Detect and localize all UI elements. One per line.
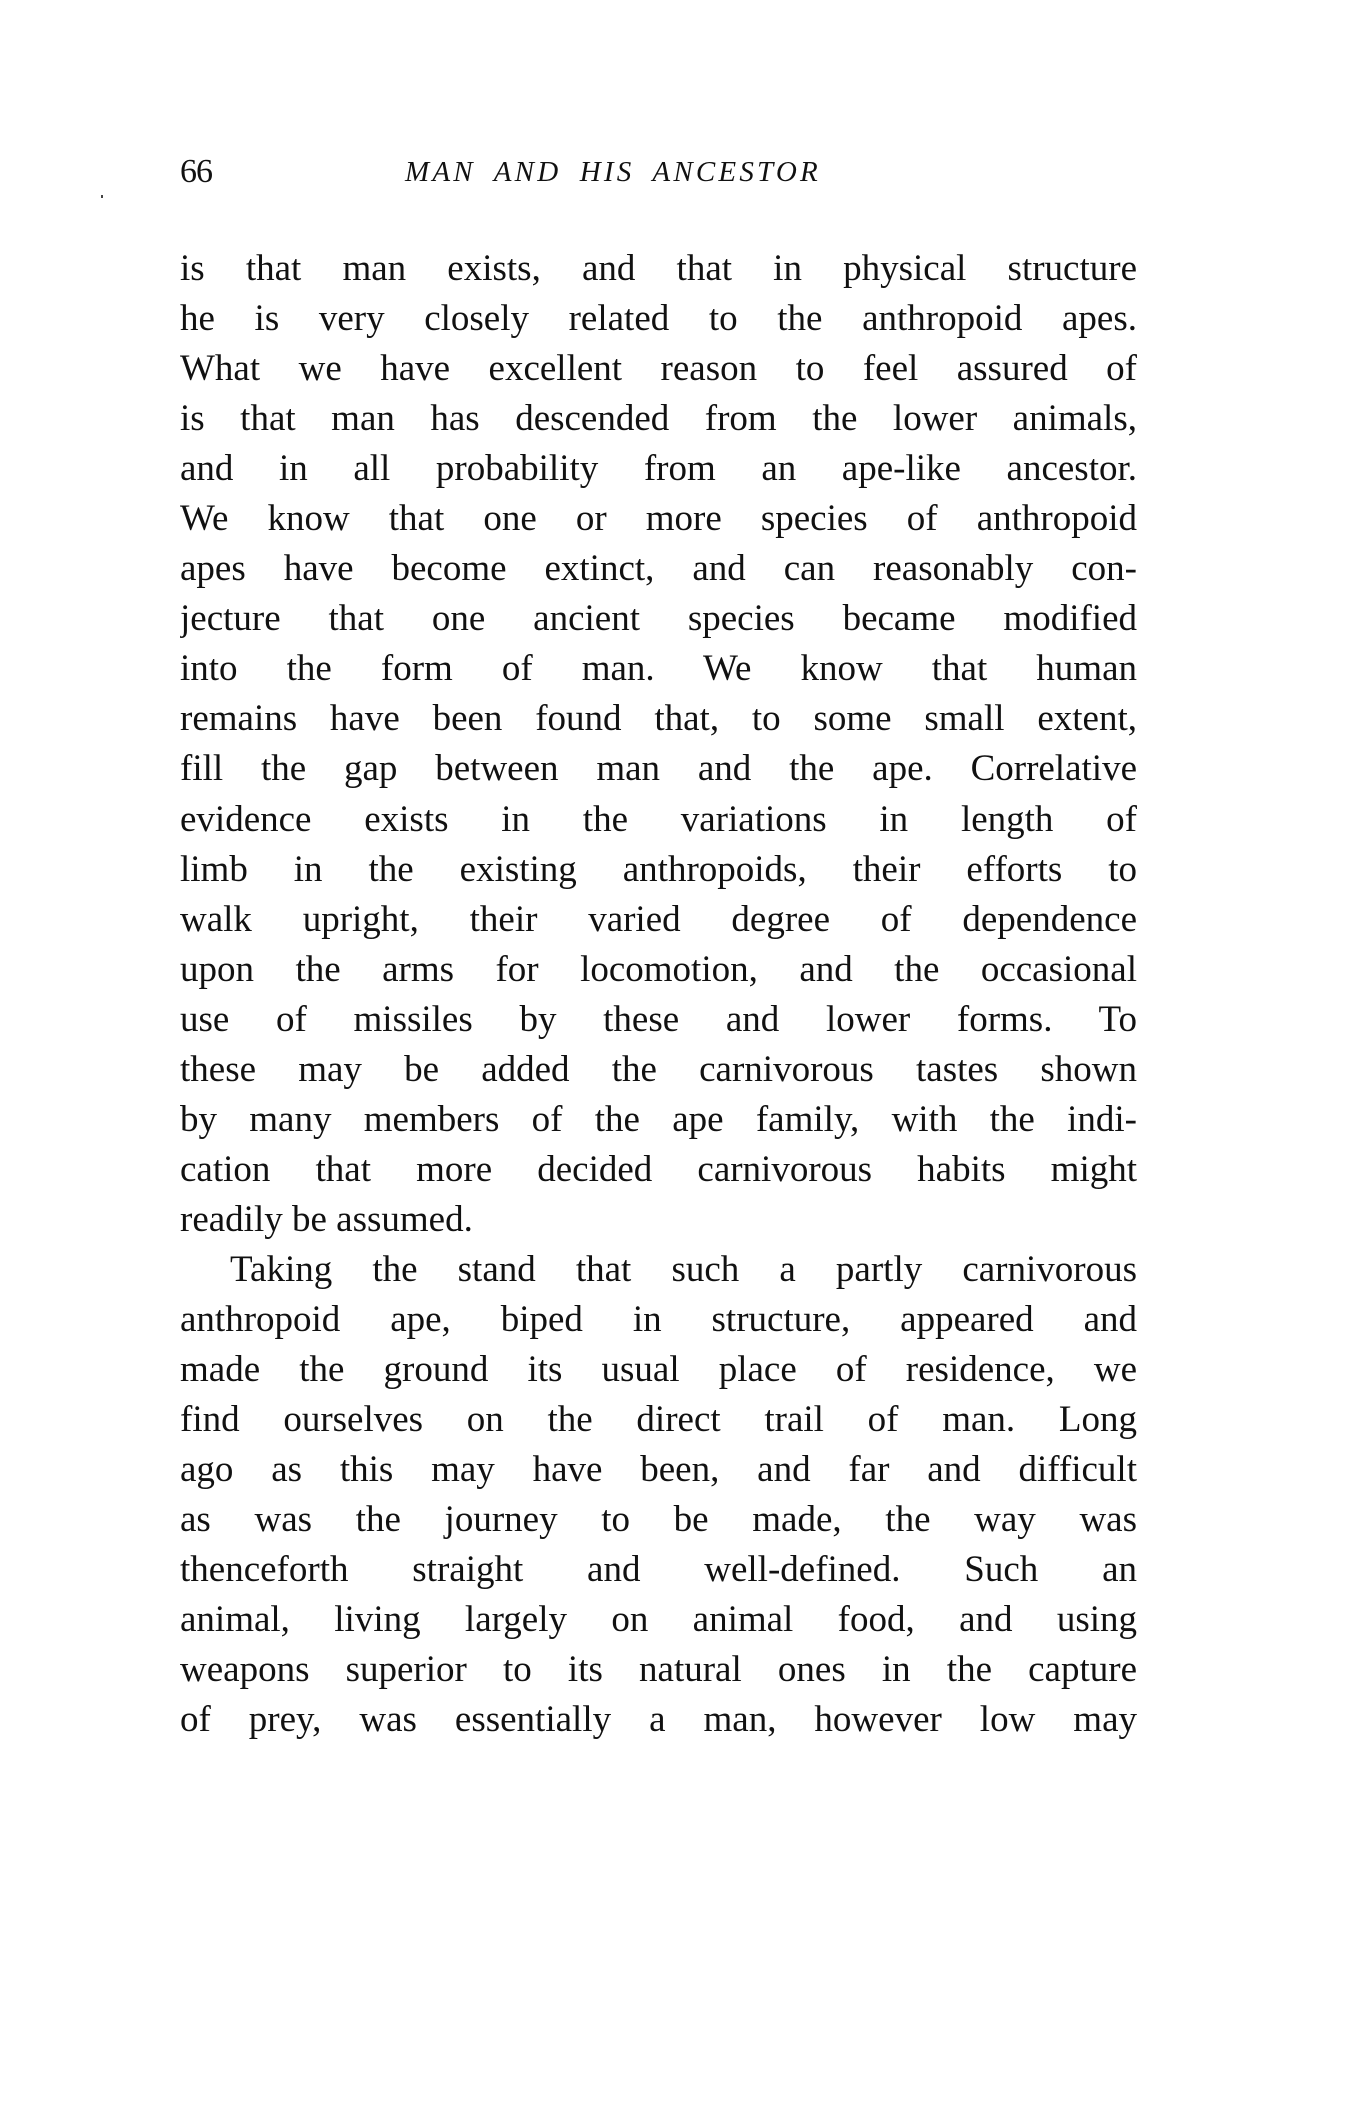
text-line: ago as this may have been, and far and difficult — [180, 1449, 1137, 1491]
text-line: as was the journey to be made, the way was — [180, 1499, 1137, 1541]
text-line: fill the gap between man and the ape. Correlative — [180, 748, 1137, 790]
text-line: use of missiles by these and lower forms. To — [180, 998, 1137, 1040]
text-line: We know that one or more species of anthropoid — [180, 498, 1137, 540]
text-line: is that man exists, and that in physical structure — [180, 248, 1137, 289]
text-line: weapons superior to its natural ones in the capture — [180, 1649, 1137, 1691]
text-line: into the form of man. We know that human — [180, 648, 1137, 690]
text-line: of prey, was essentially a man, however low may — [180, 1699, 1137, 1741]
text-line: by many members of the ape family, with the indi- — [180, 1098, 1137, 1140]
text-line: Taking the stand that such a partly carnivorous — [230, 1248, 1137, 1290]
text-line: evidence exists in the variations in length of — [180, 798, 1137, 840]
body-text — [180, 244, 1137, 1745]
text-line: jecture that one ancient species became modified — [180, 598, 1137, 640]
text-line: cation that more decided carnivorous habits might — [180, 1148, 1137, 1190]
running-head — [180, 150, 1137, 194]
text-line: and in all probability from an ape-like ancestor. — [180, 448, 1137, 490]
running-title: MAN AND HIS ANCESTOR — [405, 156, 821, 188]
text-line: remains have been found that, to some small extent, — [180, 698, 1137, 740]
text-line: find ourselves on the direct trail of man. Long — [180, 1399, 1137, 1441]
text-line: limb in the existing anthropoids, their efforts to — [180, 848, 1137, 890]
paragraph — [180, 244, 1137, 1245]
text-line: thenceforth straight and well-defined. Such an — [180, 1549, 1137, 1591]
scan-speck — [101, 195, 103, 198]
text-line: walk upright, their varied degree of dependence — [180, 898, 1137, 940]
text-line: these may be added the carnivorous tastes shown — [180, 1048, 1137, 1090]
text-line: upon the arms for locomotion, and the occasional — [180, 948, 1137, 990]
paragraph — [180, 1245, 1137, 1745]
text-line: anthropoid ape, biped in structure, appeared and — [180, 1298, 1137, 1340]
page-number: 66 — [180, 153, 212, 190]
text-line: animal, living largely on animal food, and using — [180, 1599, 1137, 1641]
text-line: made the ground its usual place of residence, we — [180, 1349, 1137, 1391]
text-line: readily be assumed. — [180, 1198, 473, 1240]
text-line: he is very closely related to the anthropoid apes. — [180, 298, 1137, 340]
text-line: What we have excellent reason to feel assured of — [180, 348, 1137, 390]
text-line: is that man has descended from the lower animals, — [180, 398, 1137, 440]
text-line: apes have become extinct, and can reasonably con- — [180, 548, 1137, 590]
